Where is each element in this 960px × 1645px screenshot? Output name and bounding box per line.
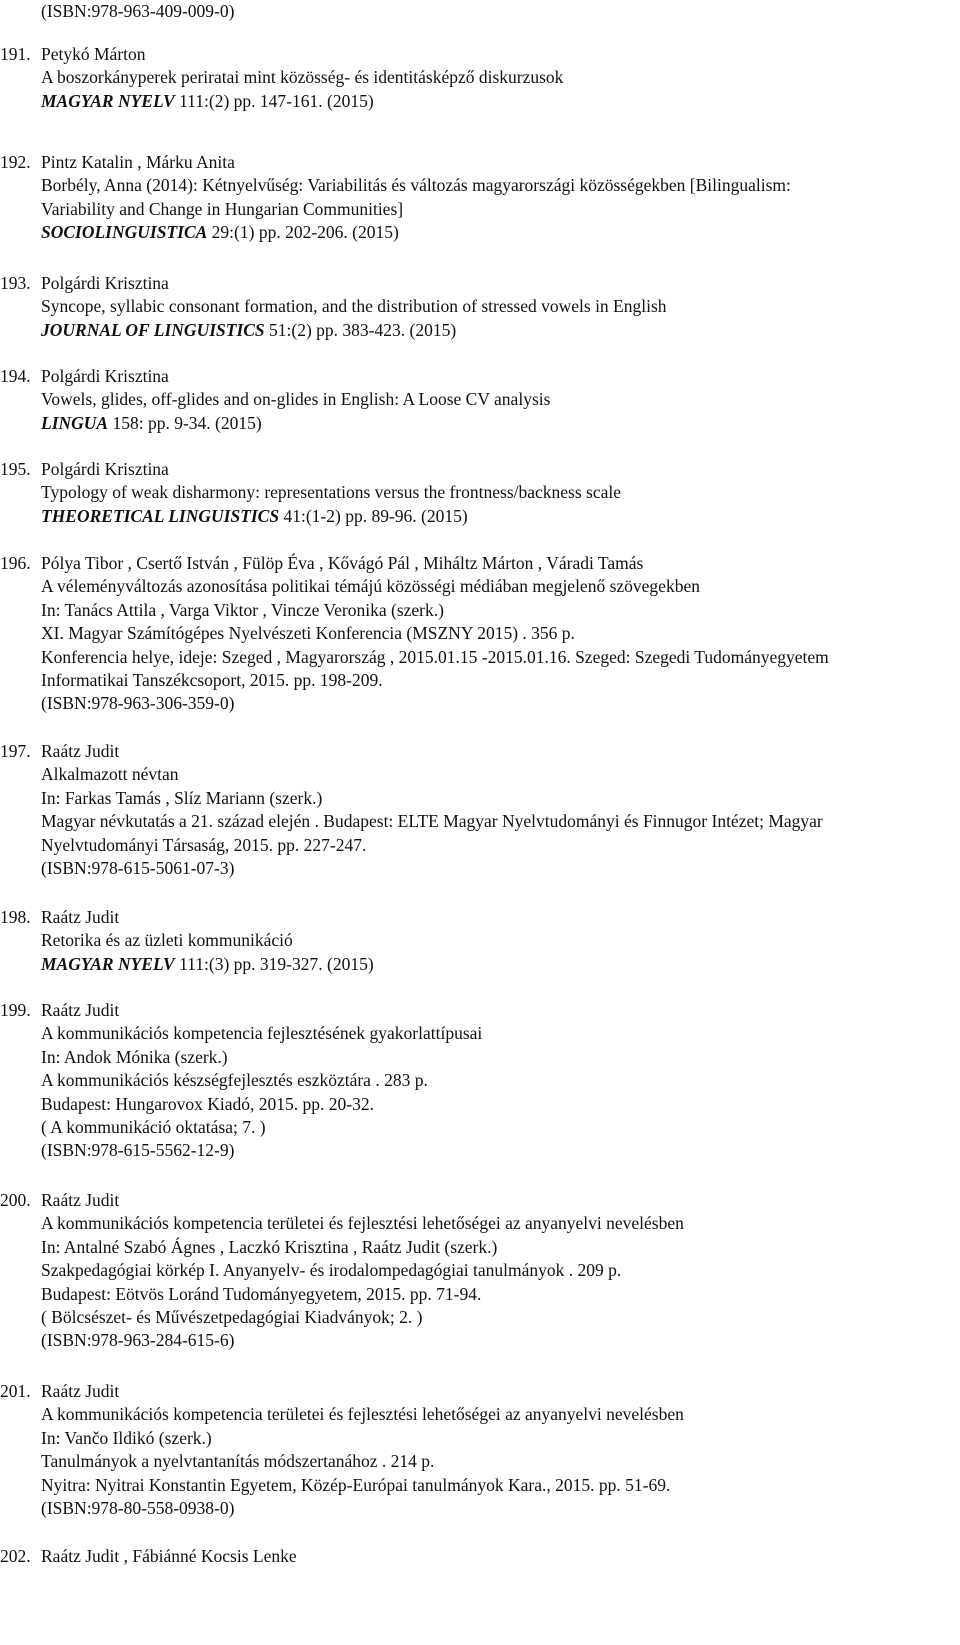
entry-line: A kommunikációs kompetencia fejlesztésének gyakorlattípusai [41,1023,483,1044]
entry-citation-line [41,90,921,113]
citation-details: 111:(3) pp. 319-327. (2015) [179,953,374,974]
entry-line: Informatikai Tanszékcsoport, 2015. pp. 198-209. [41,670,383,691]
entry-number: 192. [0,152,31,172]
citation-details: 111:(2) pp. 147-161. (2015) [179,90,374,111]
entry-number: 198. [0,907,31,927]
entry-title: Borbély, Anna (2014): Kétnyelvűség: Variabilitás és változás magyarországi közösségekben [Bilingualism: [41,175,791,196]
citation-details: 29:(1) pp. 202-206. (2015) [211,222,399,243]
entry-line: Konferencia helye, ideje: Szeged , Magyarország , 2015.01.15 -2015.01.16. Szeged: Szegedi Tudományegyetem [41,646,829,667]
entry-isbn: (ISBN:978-963-306-359-0) [41,693,235,714]
entry-line: In: Farkas Tamás , Slíz Mariann (szerk.) [41,787,323,808]
journal-name: LINGUA [41,412,109,433]
entry-line: Nyelvtudományi Társaság, 2015. pp. 227-247. [41,834,367,855]
journal-name: MAGYAR NYELV [41,90,175,111]
entry-number: 202. [0,1546,31,1566]
entry-line: In: Andok Mónika (szerk.) [41,1046,228,1067]
entry-line: Szakpedagógiai körkép I. Anyanyelv- és irodalompedagógiai tanulmányok . 209 p. [41,1260,622,1281]
entry-line: A kommunikációs kompetencia területei és fejlesztési lehetőségei az anyanyelvi nevelésben [41,1404,684,1425]
entry-title: Retorika és az üzleti kommunikáció [41,930,293,951]
entry-line: Magyar névkutatás a 21. század elején . Budapest: ELTE Magyar Nyelvtudományi és Finnugor Intézet; Magyar [41,811,823,832]
journal-name: MAGYAR NYELV [41,953,175,974]
entry-citation-line [41,221,921,244]
entry-authors: Pintz Katalin , Márku Anita [41,152,235,172]
entry-isbn: (ISBN:978-80-558-0938-0) [41,1498,235,1519]
entry-authors: Raátz Judit , Fábiánné Kocsis Lenke [41,1546,297,1566]
journal-name: SOCIOLINGUISTICA [41,222,208,243]
entry-line: A véleményváltozás azonosítása politikai témájú közösségi médiában megjelenő szövegekben [41,576,700,597]
entry-number: 196. [0,553,31,573]
citation-details: 41:(1-2) pp. 89-96. (2015) [283,505,468,526]
entry-number: 193. [0,273,31,293]
entry-authors: Raátz Judit [41,1000,120,1020]
entry-line: XI. Magyar Számítógépes Nyelvészeti Konferencia (MSZNY 2015) . 356 p. [41,623,575,644]
isbn-line: (ISBN:978-963-409-009-0) [41,1,235,21]
entry-authors: Polgárdi Krisztina [41,273,169,293]
entry-line: In: Antalné Szabó Ágnes , Laczkó Krisztina , Raátz Judit (szerk.) [41,1236,498,1257]
entry-line: In: Tanács Attila , Varga Viktor , Vincze Veronika (szerk.) [41,599,444,620]
entry-authors: Raátz Judit [41,1190,120,1210]
entry-number: 195. [0,459,31,479]
entry-title: Vowels, glides, off-glides and on-glides in English: A Loose CV analysis [41,389,551,410]
journal-name: JOURNAL OF LINGUISTICS [41,319,265,340]
entry-line: In: Vančo Ildikó (szerk.) [41,1427,212,1448]
entry-title: A boszorkányperek periratai mint közösség- és identitásképző diskurzusok [41,67,564,88]
entry-authors: Petykó Márton [41,44,146,64]
entry-number: 194. [0,366,31,386]
citation-details: 51:(2) pp. 383-423. (2015) [269,319,457,340]
entry-authors: Raátz Judit [41,741,120,761]
entry-citation-line [41,319,921,342]
entry-isbn: (ISBN:978-615-5562-12-9) [41,1140,235,1161]
entry-citation-line [41,412,921,435]
entry-line: Budapest: Hungarovox Kiadó, 2015. pp. 20-32. [41,1093,374,1114]
entry-number: 201. [0,1381,31,1401]
entry-line: A kommunikációs készségfejlesztés eszköztára . 283 p. [41,1070,428,1091]
entry-isbn: (ISBN:978-963-284-615-6) [41,1330,235,1351]
entry-isbn: (ISBN:978-615-5061-07-3) [41,858,235,879]
entry-citation-line [41,953,921,976]
entry-authors: Raátz Judit [41,1381,120,1401]
entry-title: Typology of weak disharmony: representations versus the frontness/backness scale [41,482,622,503]
entry-line: ( Bölcsészet- és Művészetpedagógiai Kiadványok; 2. ) [41,1307,423,1328]
journal-name: THEORETICAL LINGUISTICS [41,505,280,526]
entry-line: Tanulmányok a nyelvtantanítás módszertanához . 214 p. [41,1451,435,1472]
entry-authors: Polgárdi Krisztina [41,459,169,479]
entry-citation-line [41,505,921,528]
entry-title: Variability and Change in Hungarian Communities] [41,198,404,219]
entry-number: 200. [0,1190,31,1210]
entry-line: Budapest: Eötvös Loránd Tudományegyetem, 2015. pp. 71-94. [41,1283,482,1304]
entry-number: 199. [0,1000,31,1020]
entry-authors: Pólya Tibor , Csertő István , Fülöp Éva , Kővágó Pál , Miháltz Márton , Váradi Tamás [41,553,644,573]
entry-line: Alkalmazott névtan [41,764,179,785]
entry-authors: Raátz Judit [41,907,120,927]
citation-details: 158: pp. 9-34. (2015) [112,412,262,433]
entry-authors: Polgárdi Krisztina [41,366,169,386]
entry-line: A kommunikációs kompetencia területei és fejlesztési lehetőségei az anyanyelvi nevelésben [41,1213,684,1234]
entry-line: ( A kommunikáció oktatása; 7. ) [41,1117,266,1138]
entry-number: 191. [0,44,31,64]
entry-line: Nyitra: Nyitrai Konstantin Egyetem, Közép-Európai tanulmányok Kara., 2015. pp. 51-69. [41,1474,671,1495]
entry-title: Syncope, syllabic consonant formation, and the distribution of stressed vowels in English [41,296,667,317]
entry-number: 197. [0,741,31,761]
